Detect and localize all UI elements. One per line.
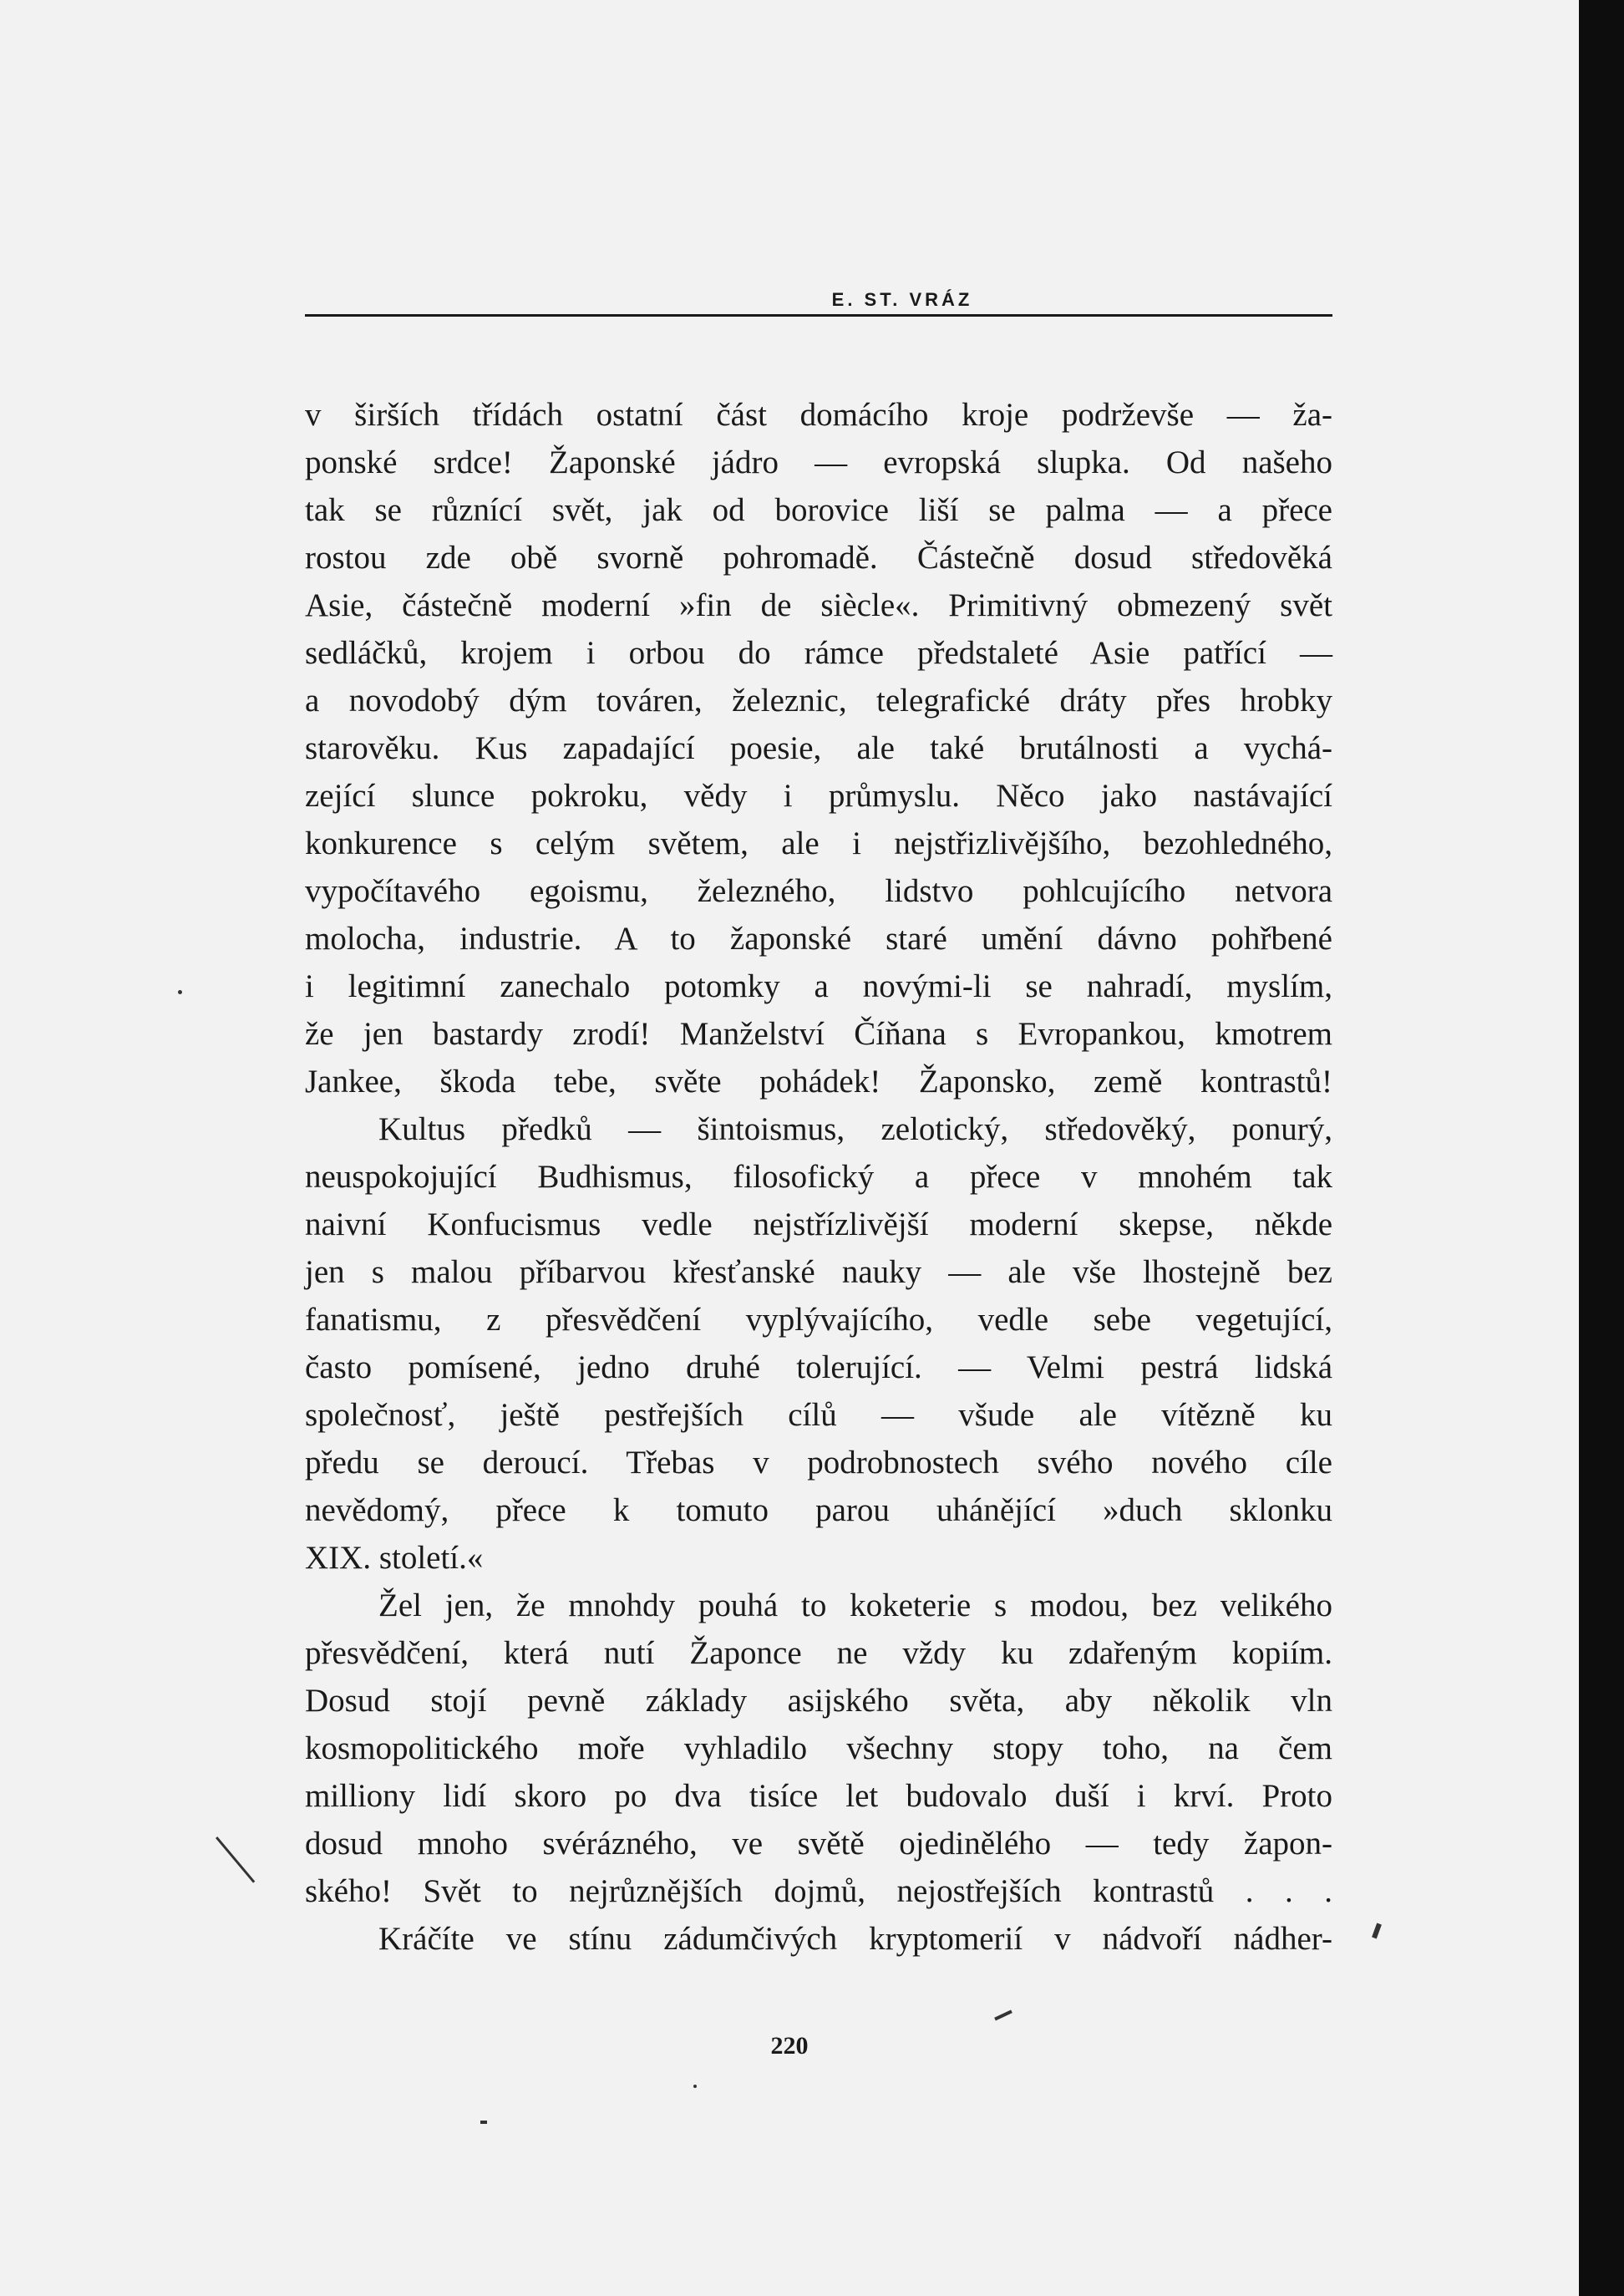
scan-speck — [693, 2085, 697, 2088]
text-line: kosmopolitického moře vyhladilo všechny stopy toho, na čem — [305, 1730, 1332, 1766]
text-line: předu se deroucí. Třebas v podrobnostech svého nového cíle — [305, 1445, 1332, 1481]
text-line: dosud mnoho svérázného, ve světě ojedinělého — tedy žapon- — [305, 1826, 1332, 1862]
text-line: naivní Konfucismus vedle nejstřízlivější moderní skepse, někde — [305, 1206, 1332, 1242]
text-line: molocha, industrie. A to žaponské staré umění dávno pohřbené — [305, 921, 1332, 957]
text-line: Kráčíte ve stínu zádumčivých kryptomerií v nádvoří nádher- — [378, 1921, 1332, 1957]
text-line: Žel jen, že mnohdy pouhá to koketerie s modou, bez velikého — [378, 1587, 1332, 1623]
text-line: starověku. Kus zapadající poesie, ale také brutálnosti a vychá- — [305, 730, 1332, 766]
text-line: v širších třídách ostatní část domácího kroje podrževše — ža- — [305, 397, 1332, 433]
text-line: fanatismu, z přesvědčení vyplývajícího, vedle sebe vegetující, — [305, 1302, 1332, 1338]
text-line: přesvědčení, která nutí Žaponce ne vždy ku zdařeným kopiím. — [305, 1635, 1332, 1671]
scan-speck — [1372, 1923, 1382, 1939]
page-body — [305, 391, 1332, 1963]
text-line: nevědomý, přece k tomuto parou uhánějící »duch sklonku — [305, 1492, 1332, 1528]
text-line: často pomísené, jedno druhé tolerující. — Velmi pestrá lidská — [305, 1349, 1332, 1385]
text-line: že jen bastardy zrodí! Manželství Číňana s Evropankou, kmotrem — [305, 1016, 1332, 1052]
text-line: a novodobý dým továren, železnic, telegrafické dráty přes hrobky — [305, 683, 1332, 719]
scan-speck — [480, 2121, 487, 2124]
scan-scratch — [216, 1836, 255, 1883]
text-line: tak se různící svět, jak od borovice liší se palma — a přece — [305, 492, 1332, 528]
text-line: Asie, částečně moderní »fin de siècle«. Primitivný obmezený svět — [305, 587, 1332, 623]
running-title: E. ST. VRÁZ — [831, 289, 973, 310]
running-header — [305, 282, 1332, 317]
text-line: ponské srdce! Žaponské jádro — evropská slupka. Od našeho — [305, 444, 1332, 480]
text-line: Jankee, škoda tebe, světe pohádek! Žaponsko, země kontrastů! — [305, 1064, 1332, 1100]
text-line: i legitimní zanechalo potomky a novými-li se nahradí, myslím, — [305, 968, 1332, 1004]
scan-speck — [994, 2010, 1012, 2021]
text-line: rostou zde obě svorně pohromadě. Částečně dosud středověká — [305, 540, 1332, 576]
text-line: konkurence s celým světem, ale i nejstřizlivějšího, bezohledného, — [305, 825, 1332, 861]
scan-speck — [178, 990, 182, 994]
text-line: neuspokojující Budhismus, filosofický a přece v mnohém tak — [305, 1159, 1332, 1195]
text-line: ského! Svět to nejrůznějších dojmů, nejostřejších kontrastů . . . — [305, 1873, 1332, 1909]
text-line: milliony lidí skoro po dva tisíce let budovalo duší i krví. Proto — [305, 1778, 1332, 1814]
text-line: jen s malou příbarvou křesťanské nauky — ale vše lhostejně bez — [305, 1254, 1332, 1290]
text-line: XIX. století.« — [305, 1540, 484, 1576]
text-line: Dosud stojí pevně základy asijského světa, aby několik vln — [305, 1683, 1332, 1719]
text-line: společnosť, ještě pestřejších cílů — všude ale vítězně ku — [305, 1397, 1332, 1433]
text-line: Kultus předků — šintoismus, zelotický, středověký, ponurý, — [378, 1111, 1332, 1147]
text-line: sedláčků, krojem i orbou do rámce předstaleté Asie patřící — — [305, 635, 1332, 671]
page-number: 220 — [770, 2032, 809, 2060]
text-line: vypočítavého egoismu, železného, lidstvo pohlcujícího netvora — [305, 873, 1332, 909]
text-line: zející slunce pokroku, vědy i průmyslu. Něco jako nastávající — [305, 778, 1332, 814]
